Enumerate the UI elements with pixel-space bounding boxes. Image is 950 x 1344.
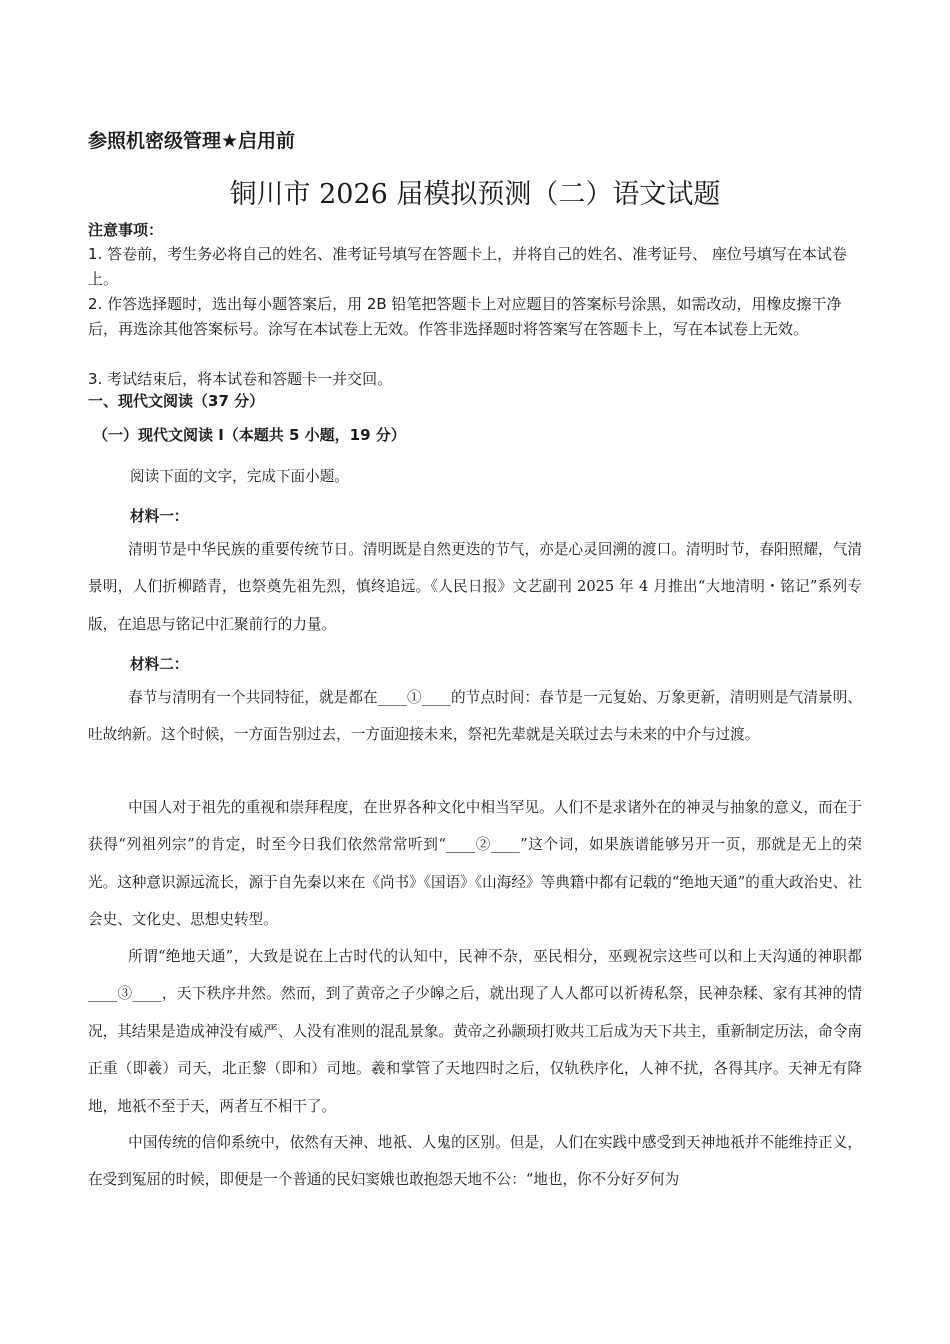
material-2-paragraph: 春节与清明有一个共同特征，就是都在____①____的节点时间：春节是一元复始、万象更新，清明则是气清景明、吐故纳新。这个时候，一方面告别过去，一方面迎接未来，祭祀先辈就是关联过去与未来的中介与过渡。 <box>88 689 862 744</box>
material-1-label: 材料一： <box>130 508 189 525</box>
notice-item: 1. 答卷前，考生务必将自己的姓名、准考证号填写在答题卡上，并将自己的姓名、准考证号、 座位号填写在本试卷上。 <box>88 245 847 288</box>
reading-instruction: 阅读下面的文字，完成下面小题。 <box>130 468 349 485</box>
material-2-paragraph: 所谓“绝地天通”，大致是说在上古时代的认知中，民神不杂，巫民相分，巫觋祝宗这些可以和上天沟通的神职都____③____，天下秩序井然。然而，到了黄帝之子少皞之后，就出现了人人都可以祈祷私祭，民神杂糅、家有其神的情况，其结果是造成神没有威严、人没有准则的混乱景象。黄帝之孙颛顼打败共工后成为天下共主，重新制定历法，命令南正重（即羲）司天，北正黎（即和）司地。羲和掌管了天地四时之后，仅轨秩序化，人神不扰，各得其序。天神无有降地，地祇不至于天，两者互不相干了。 <box>88 948 862 1115</box>
material-1-paragraph: 清明节是中华民族的重要传统节日。清明既是自然更迭的节气，亦是心灵回溯的渡口。清明时节，春阳照耀，气清景明，人们折柳踏青，也祭奠先祖先烈，慎终追远。《人民日报》文艺副刊 2025 年 4 月推出“大地清明・铭记”系列专版，在追思与铭记中汇聚前行的力量。 <box>88 541 862 633</box>
section-heading: 一、现代文阅读（37 分） <box>88 392 265 410</box>
material-2-paragraph: 中国人对于祖先的重视和崇拜程度，在世界各种文化中相当罕见。人们不是求诸外在的神灵与抽象的意义，而在于获得“列祖列宗”的肯定，时至今日我们依然常常听到“____②____”这个词，如果族谱能够另开一页，那就是无上的荣光。这种意识源远流长，源于自先秦以来在《尚书》《国语》《山海经》等典籍中都有记载的“绝地天通”的重大政治史、社会史、文化史、思想史转型。 <box>88 799 862 929</box>
notice-item: 2. 作答选择题时，选出每小题答案后，用 2B 铅笔把答题卡上对应题目的答案标号涂黑，如需改动，用橡皮擦干净后，再选涂其他答案标号。涂写在本试卷上无效。作答非选择题时将答案写在答题卡上，写在本试卷上无效。 <box>88 295 842 338</box>
material-2-paragraph: 中国传统的信仰系统中，依然有天神、地祇、人鬼的区别。但是，人们在实践中感受到天神地祇并不能维持正义，在受到冤屈的时候，即便是一个普通的民妇窦娥也敢抱怨天地不公：“地也，你不分好歹何为 <box>88 1134 862 1189</box>
material-2-label: 材料二： <box>130 656 189 673</box>
subsection-heading: （一）现代文阅读 Ⅰ（本题共 5 小题，19 分） <box>93 426 406 444</box>
secrecy-label: 参照机密级管理★启用前 <box>88 130 296 152</box>
notice-heading: 注意事项： <box>88 221 164 239</box>
notice-item: 3. 考试结束后，将本试卷和答题卡一并交回。 <box>88 370 393 388</box>
exam-title: 铜川市 2026 届模拟预测（二）语文试题 <box>229 179 721 210</box>
